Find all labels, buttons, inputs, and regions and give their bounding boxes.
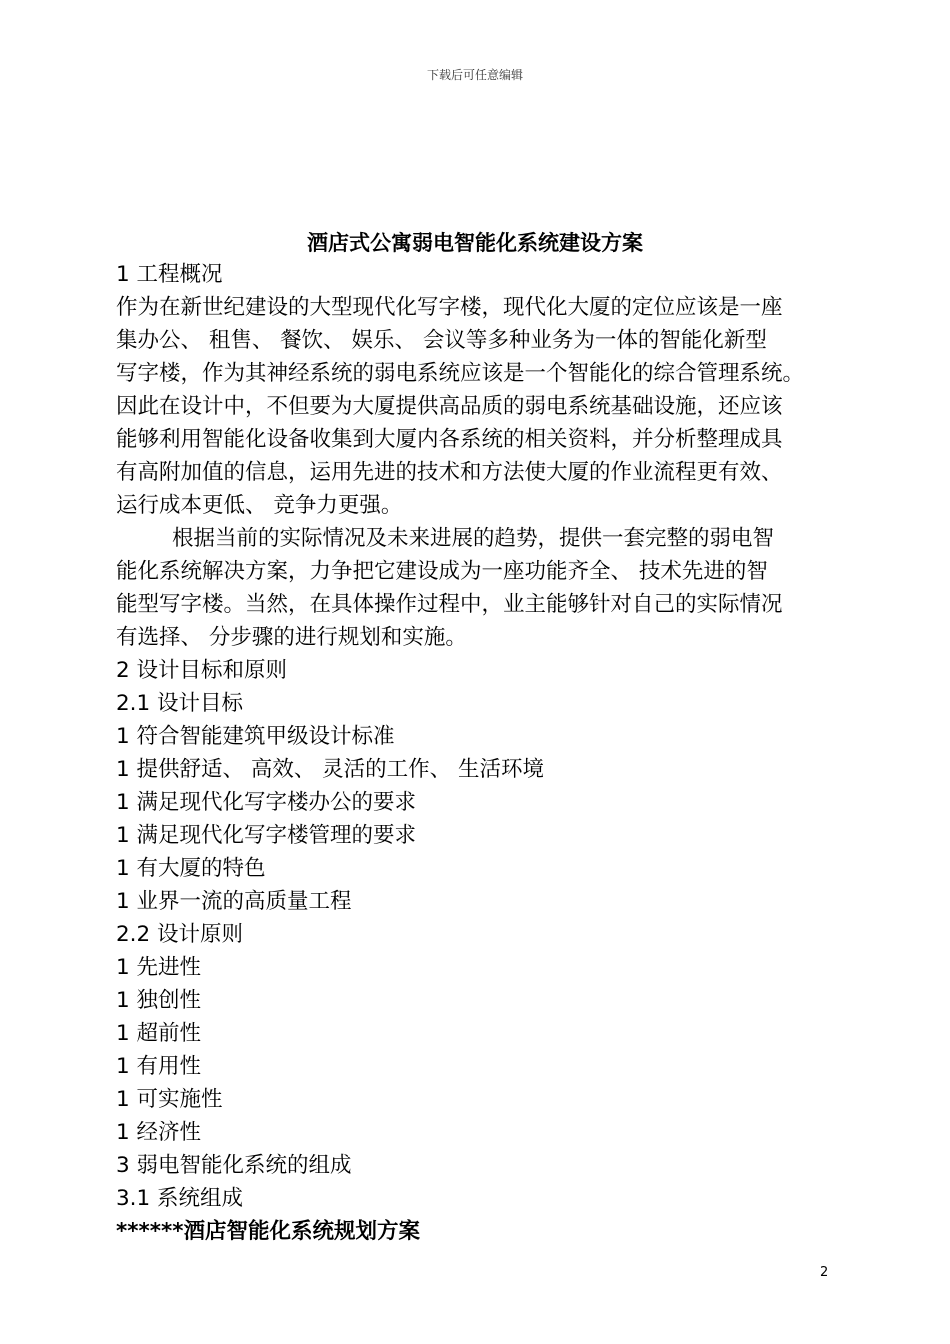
text-line: 3.1 系统组成 xyxy=(116,1186,244,1211)
text-line: 2 设计目标和原则 xyxy=(116,658,288,683)
text-line: 集办公、 租售、 餐饮、 娱乐、 会议等多种业务为一体的智能化新型 xyxy=(116,328,767,353)
document-body xyxy=(116,258,846,1248)
text-line: 能型写字楼。当然，在具体操作过程中，业主能够针对自己的实际情况 xyxy=(116,592,783,617)
text-line: 1 满足现代化写字楼管理的要求 xyxy=(116,823,417,848)
text-line: 写字楼，作为其神经系统的弱电系统应该是一个智能化的综合管理系统。 xyxy=(116,361,805,386)
text-line: 1 满足现代化写字楼办公的要求 xyxy=(116,790,417,815)
text-line: 有高附加值的信息，运用先进的技术和方法使大厦的作业流程更有效、 xyxy=(116,460,783,485)
text-line: 1 经济性 xyxy=(116,1120,202,1145)
page-header: 下载后可任意编辑 xyxy=(426,68,523,82)
text-line: 1 业界一流的高质量工程 xyxy=(116,889,352,914)
text-line: 运行成本更低、 竞争力更强。 xyxy=(116,493,403,518)
text-line: 1 独创性 xyxy=(116,988,202,1013)
text-line: ******酒店智能化系统规划方案 xyxy=(116,1219,420,1244)
text-line: 1 符合智能建筑甲级设计标准 xyxy=(116,724,395,749)
text-line: 1 有用性 xyxy=(116,1054,202,1079)
text-line: 3 弱电智能化系统的组成 xyxy=(116,1153,352,1178)
text-line: 作为在新世纪建设的大型现代化写字楼，现代化大厦的定位应该是一座 xyxy=(116,295,783,320)
text-line: 1 工程概况 xyxy=(116,262,223,287)
page-number: 2 xyxy=(820,1265,829,1280)
text-line: 能化系统解决方案，力争把它建设成为一座功能齐全、 技术先进的智 xyxy=(116,559,768,584)
document-title: 酒店式公寓弱电智能化系统建设方案 xyxy=(307,231,643,255)
text-line: 1 先进性 xyxy=(116,955,202,980)
text-line: 能够利用智能化设备收集到大厦内各系统的相关资料，并分析整理成具 xyxy=(116,427,783,452)
text-line: 1 提供舒适、 高效、 灵活的工作、 生活环境 xyxy=(116,757,545,782)
text-line: 有选择、 分步骤的进行规划和实施。 xyxy=(116,625,467,650)
text-line: 2.1 设计目标 xyxy=(116,691,244,716)
text-line: 因此在设计中，不但要为大厦提供高品质的弱电系统基础设施，还应该 xyxy=(116,394,783,419)
text-line: 2.2 设计原则 xyxy=(116,922,244,947)
text-line: 1 超前性 xyxy=(116,1021,202,1046)
text-line: 1 有大厦的特色 xyxy=(116,856,266,881)
text-line: 根据当前的实际情况及未来进展的趋势，提供一套完整的弱电智 xyxy=(172,526,775,551)
text-line: 1 可实施性 xyxy=(116,1087,223,1112)
